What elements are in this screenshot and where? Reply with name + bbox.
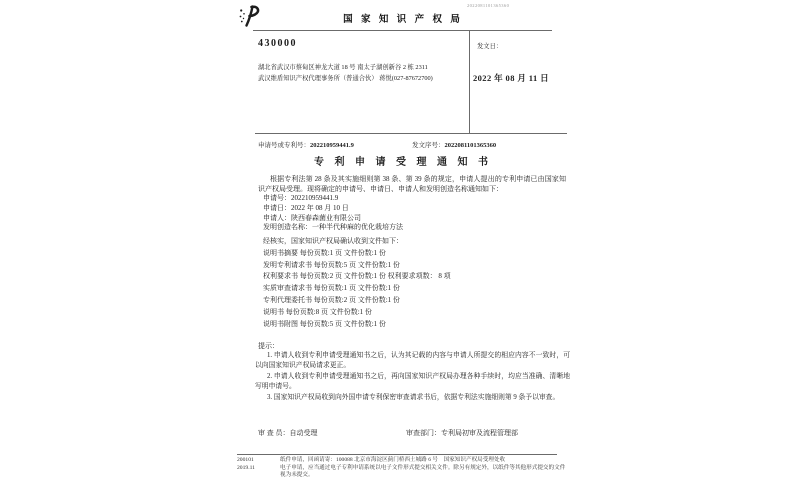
application-number-row [258, 140, 354, 149]
notice-intro-paragraph: 根据专利法第 28 条及其实施细则第 38 条、第 39 条的规定，申请人提出的专利申请已由国家知识产权局受理。现将确定的申请号、申请日、申请人和发明创造名称通知如下： [258, 175, 566, 193]
footer-form-code: 200101 [237, 457, 254, 463]
examiner-label: 审 查 员： [258, 429, 290, 437]
footer-paper-filing-note: 纸件申请，回函请寄：100088 北京市海淀区蓟门桥西土城路 6 号 国家知识产权局受理处收 [280, 457, 506, 463]
department-value: 专利局初审及流程管理部 [441, 429, 518, 437]
field-label: 申请号： [263, 194, 291, 202]
field-label: 申请日： [263, 203, 291, 212]
dispatch-serial-label: 发文序号： [412, 142, 445, 149]
issue-date-value: 2022 年 08 月 11 日 [473, 73, 550, 83]
field-value: 202210959441.9 [291, 194, 339, 202]
note-item: 1. 申请人收到专利申请受理通知书之后，认为其记载的内容与申请人所提交的相应内容不一致时，可以向国家知识产权局请求更正。 [255, 352, 570, 370]
issue-date-box-border [469, 30, 470, 133]
field-value: 陕西春森菌业有限公司 [291, 213, 361, 222]
note-item: 2. 申请人收到专利申请受理通知书之后，再向国家知识产权局办理各种手续时，均应当准确、清晰地写明申请号。 [255, 372, 570, 391]
received-doc-item: 实质审查请求书 每份页数:1 页 文件份数:1 份 [263, 284, 400, 293]
field-application-number [263, 194, 403, 204]
received-doc-item: 说明书附图 每份页数:5 页 文件份数:1 份 [263, 319, 386, 328]
recipient-postcode: 430000 [258, 38, 297, 49]
recipient-address: 湖北省武汉市蔡甸区神龙大道 18 号 南太子湖创新谷 2 栋 2311 [258, 64, 428, 71]
notice-title: 专 利 申 请 受 理 通 知 书 [314, 157, 492, 168]
received-doc-item: 发明专利请求书 每份页数:5 页 文件份数:1 份 [263, 260, 400, 269]
received-doc-item: 说明书 每份页数:8 页 文件份数:1 份 [263, 307, 372, 316]
header-divider-line [253, 30, 552, 31]
field-filing-date [263, 204, 403, 214]
field-value: 2022 年 08 月 10 日 [291, 203, 349, 212]
received-doc-item: 专利代理委托书 每份页数:2 页 文件份数:1 份 [263, 295, 400, 304]
department-label: 审查部门： [406, 429, 441, 437]
field-applicant [263, 214, 403, 224]
received-doc-item: 权利要求书 每份页数:2 页 文件份数:1 份 权利要求项数： 8 项 [263, 272, 451, 281]
notes-label: 提示： [258, 342, 279, 350]
received-documents-intro: 经核实，国家知识产权局确认收到文件如下： [263, 237, 403, 245]
field-label: 发明创造名称： [263, 223, 312, 232]
application-number-label: 申请号或专利号： [258, 142, 310, 149]
footer-form-version: 2019.11 [237, 464, 255, 471]
field-value: 一种半代种麻的优化栽培方法 [312, 223, 403, 232]
agency-title: 国 家 知 识 产 权 局 [343, 15, 463, 25]
section-divider-line [255, 133, 567, 134]
note-item: 3. 国家知识产权局收到向外国申请专利保密审查请求书后，依据专利法实施细则第 9 条予以审查。 [267, 393, 560, 401]
field-label: 申请人： [263, 213, 291, 222]
received-doc-item: 说明书摘要 每份页数:1 页 文件份数:1 份 [263, 248, 386, 257]
dispatch-serial-row [412, 140, 496, 149]
application-number-value: 202210959441.9 [310, 142, 354, 149]
recipient-agent-line: 武汉维盾知识产权代理事务所（普通合伙） 蒋悦(027-87672700) [258, 75, 433, 82]
dispatch-serial-value: 2022081101365360 [444, 142, 497, 149]
footer-divider-line [237, 454, 557, 455]
department-row [406, 428, 518, 438]
issue-date-label: 发文日： [477, 43, 503, 50]
examiner-value: 自动受理 [289, 429, 318, 437]
footer-efiling-note: 电子申请，应当通过电子专利申请系统以电子文件形式提交相关文件。除另有规定外，以纸件等其他形式提交的文件视为未提交。 [280, 464, 566, 478]
application-fields [263, 194, 403, 233]
field-invention-title [263, 223, 403, 233]
top-serial-code: 2022081101365360 [467, 3, 510, 8]
notes-section [255, 351, 570, 403]
received-documents-section [263, 236, 451, 330]
examiner-row [258, 428, 318, 438]
